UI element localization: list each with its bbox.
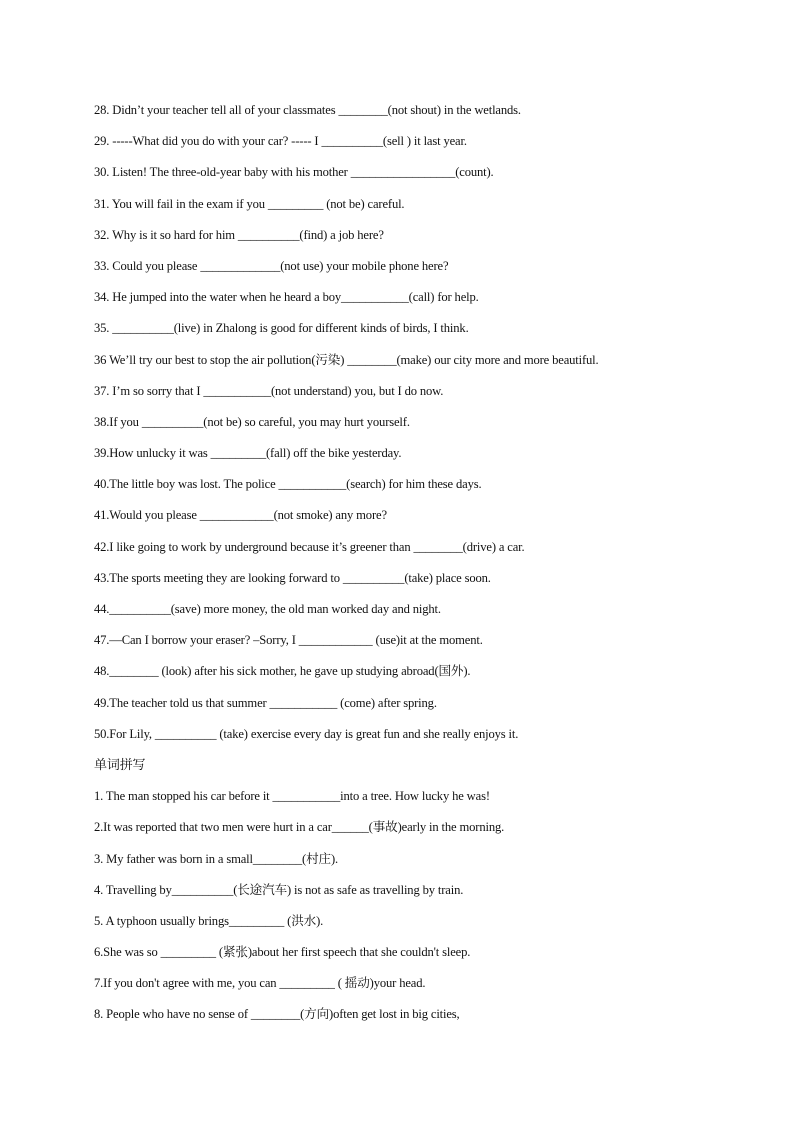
exercise-item: 37. I’m so sorry that I ___________(not understand) you, but I do now. — [94, 383, 444, 398]
exercise-item: 42.I like going to work by underground because it’s greener than ________(drive) a car. — [94, 539, 525, 554]
spelling-item: 5. A typhoon usually brings_________ (洪水). — [94, 913, 324, 928]
exercise-item: 50.For Lily, __________ (take) exercise every day is great fun and she really enjoys it. — [94, 726, 519, 741]
exercise-item: 38.If you __________(not be) so careful, you may hurt yourself. — [94, 414, 410, 429]
exercise-item: 43.The sports meeting they are looking forward to __________(take) place soon. — [94, 570, 491, 585]
spelling-item: 8. People who have no sense of ________(方向)often get lost in big cities, — [94, 1007, 460, 1022]
spelling-item: 7.If you don't agree with me, you can _________ ( 摇动)your head. — [94, 976, 426, 991]
exercise-item: 28. Didn’t your teacher tell all of your classmates ________(not shout) in the wetlands. — [94, 103, 521, 117]
spelling-item: 4. Travelling by__________(长途汽车) is not as safe as travelling by train. — [94, 882, 464, 897]
exercise-item: 49.The teacher told us that summer ___________ (come) after spring. — [94, 695, 437, 710]
exercise-item: 36 We’ll try our best to stop the air pollution(污染) ________(make) our city more and more beautiful. — [94, 352, 599, 367]
exercise-item: 47.—Can I borrow your eraser? –Sorry, I ____________ (use)it at the moment. — [94, 633, 483, 648]
exercise-item: 40.The little boy was lost. The police ___________(search) for him these days. — [94, 477, 482, 492]
exercise-item: 39.How unlucky it was _________(fall) off the bike yesterday. — [94, 446, 402, 461]
exercise-item: 35. __________(live) in Zhalong is good for different kinds of birds, I think. — [94, 321, 469, 336]
worksheet-body — [94, 100, 774, 1036]
exercise-item: 29. -----What did you do with your car? ----- I __________(sell ) it last year. — [94, 134, 467, 149]
exercise-item: 33. Could you please _____________(not use) your mobile phone here? — [94, 258, 449, 273]
exercise-item: 44.__________(save) more money, the old man worked day and night. — [94, 602, 441, 616]
exercise-item: 32. Why is it so hard for him __________(find) a job here? — [94, 227, 384, 242]
exercise-item: 30. Listen! The three-old-year baby with his mother _________________(count). — [94, 165, 494, 180]
exercise-item: 34. He jumped into the water when he heard a boy___________(call) for help. — [94, 290, 479, 305]
exercise-item: 41.Would you please ____________(not smoke) any more? — [94, 508, 387, 523]
spelling-item: 3. My father was born in a small________(村庄). — [94, 851, 339, 866]
exercise-item: 31. You will fail in the exam if you _________ (not be) careful. — [94, 196, 405, 211]
section-heading: 单词拼写 — [94, 756, 146, 772]
spelling-item: 6.She was so _________ (紧张)about her first speech that she couldn't sleep. — [94, 945, 471, 960]
spelling-item: 1. The man stopped his car before it ___________into a tree. How lucky he was! — [94, 789, 490, 804]
exercise-item: 48.________ (look) after his sick mother, he gave up studying abroad(国外). — [94, 664, 471, 679]
spelling-item: 2.It was reported that two men were hurt in a car______(事故)early in the morning. — [94, 820, 505, 835]
